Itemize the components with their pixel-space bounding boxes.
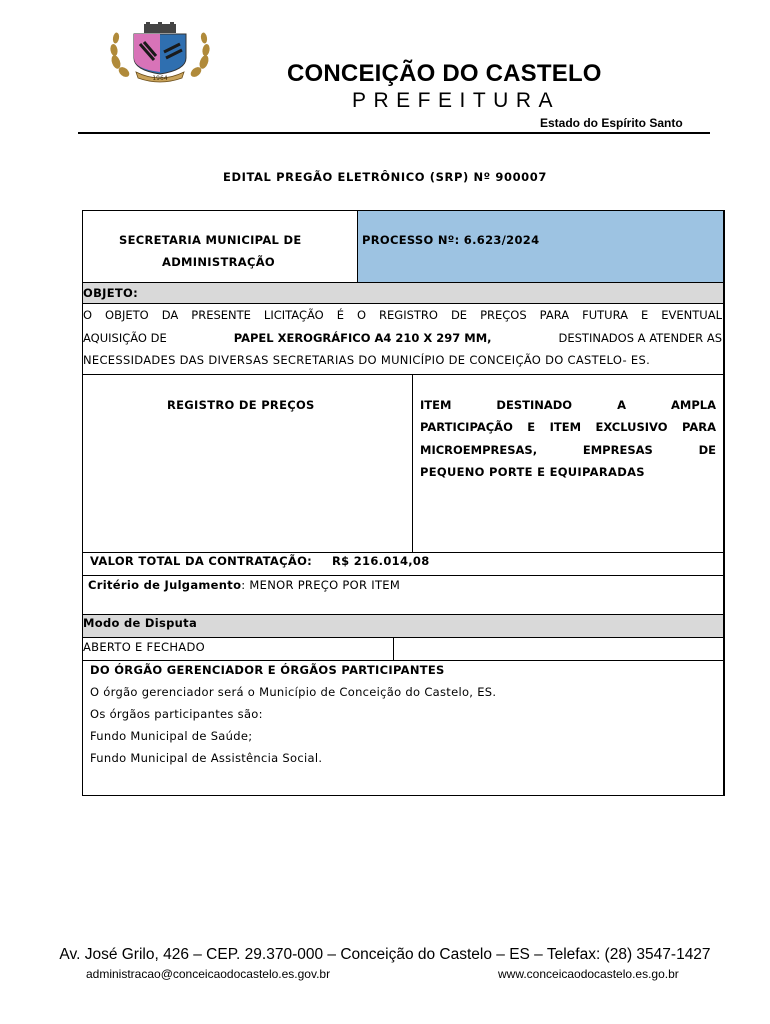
document-title: EDITAL PREGÃO ELETRÔNICO (SRP) Nº 900007 <box>223 170 547 184</box>
criterio-label: Critério de Julgamento <box>88 578 242 592</box>
city-name: CONCEIÇÃO DO CASTELO <box>287 60 602 87</box>
footer-email: administracao@conceicaodocastelo.es.gov.br <box>86 967 331 981</box>
modo-disputa-value: ABERTO E FECHADO <box>83 640 205 654</box>
objeto-text-line1: O OBJETO DA PRESENTE LICITAÇÃO É O REGISTRO DE PREÇOS PARA FUTURA E EVENTUAL <box>83 308 722 322</box>
registro-de-precos-label: REGISTRO DE PREÇOS <box>167 398 315 412</box>
item-text-line3: MICROEMPRESAS, EMPRESAS DE <box>420 443 716 457</box>
objeto-label: OBJETO: <box>83 286 138 300</box>
item-text-line4: PEQUENO PORTE E EQUIPARADAS <box>420 465 645 479</box>
item-text-line2: PARTICIPAÇÃO E ITEM EXCLUSIVO PARA <box>420 420 716 434</box>
criterio-value: : MENOR PREÇO POR ITEM <box>241 578 401 592</box>
objeto-text-line2 <box>83 331 722 345</box>
objeto-product-name: PAPEL XEROGRÁFICO A4 210 X 297 MM, <box>233 331 492 345</box>
orgaos-line: Os órgãos participantes são: <box>90 707 263 721</box>
state-name: Estado do Espírito Santo <box>540 116 683 130</box>
criterio-julgamento <box>88 578 400 592</box>
footer-website: www.conceicaodocastelo.es.go.br <box>498 967 679 981</box>
valor-total-amount: R$ 216.014,08 <box>332 554 430 568</box>
secretaria-label-line2: ADMINISTRAÇÃO <box>162 255 275 269</box>
valor-total-label: VALOR TOTAL DA CONTRATAÇÃO: <box>90 554 313 568</box>
orgaos-line: O órgão gerenciador será o Município de Conceição do Castelo, ES. <box>90 685 497 699</box>
processo-number: PROCESSO Nº: 6.623/2024 <box>362 233 540 247</box>
objeto-text-line2-start: AQUISIÇÃO DE <box>83 331 167 345</box>
secretaria-label-line1: SECRETARIA MUNICIPAL DE <box>119 233 302 247</box>
item-text-line1: ITEM DESTINADO A AMPLA <box>420 398 716 412</box>
objeto-text-line2-end: DESTINADOS A ATENDER AS <box>558 331 722 345</box>
orgaos-section-title: DO ÓRGÃO GERENCIADOR E ÓRGÃOS PARTICIPANTES <box>90 663 445 677</box>
footer-address: Av. José Grilo, 426 – CEP. 29.370-000 – Conceição do Castelo – ES – Telefax: (28) 3547-1427 <box>59 946 711 963</box>
objeto-text-line3: NECESSIDADES DAS DIVERSAS SECRETARIAS DO MUNICÍPIO DE CONCEIÇÃO DO CASTELO- ES. <box>83 353 651 367</box>
orgaos-line: Fundo Municipal de Assistência Social. <box>90 751 323 765</box>
department-name: PREFEITURA <box>352 89 561 112</box>
modo-disputa-label: Modo de Disputa <box>83 616 198 630</box>
header-divider <box>78 132 710 134</box>
objeto-label-row <box>82 282 724 303</box>
municipal-coat-of-arms-logo <box>106 22 214 84</box>
svg-text:1964: 1964 <box>152 75 168 82</box>
orgaos-line: Fundo Municipal de Saúde; <box>90 729 253 743</box>
